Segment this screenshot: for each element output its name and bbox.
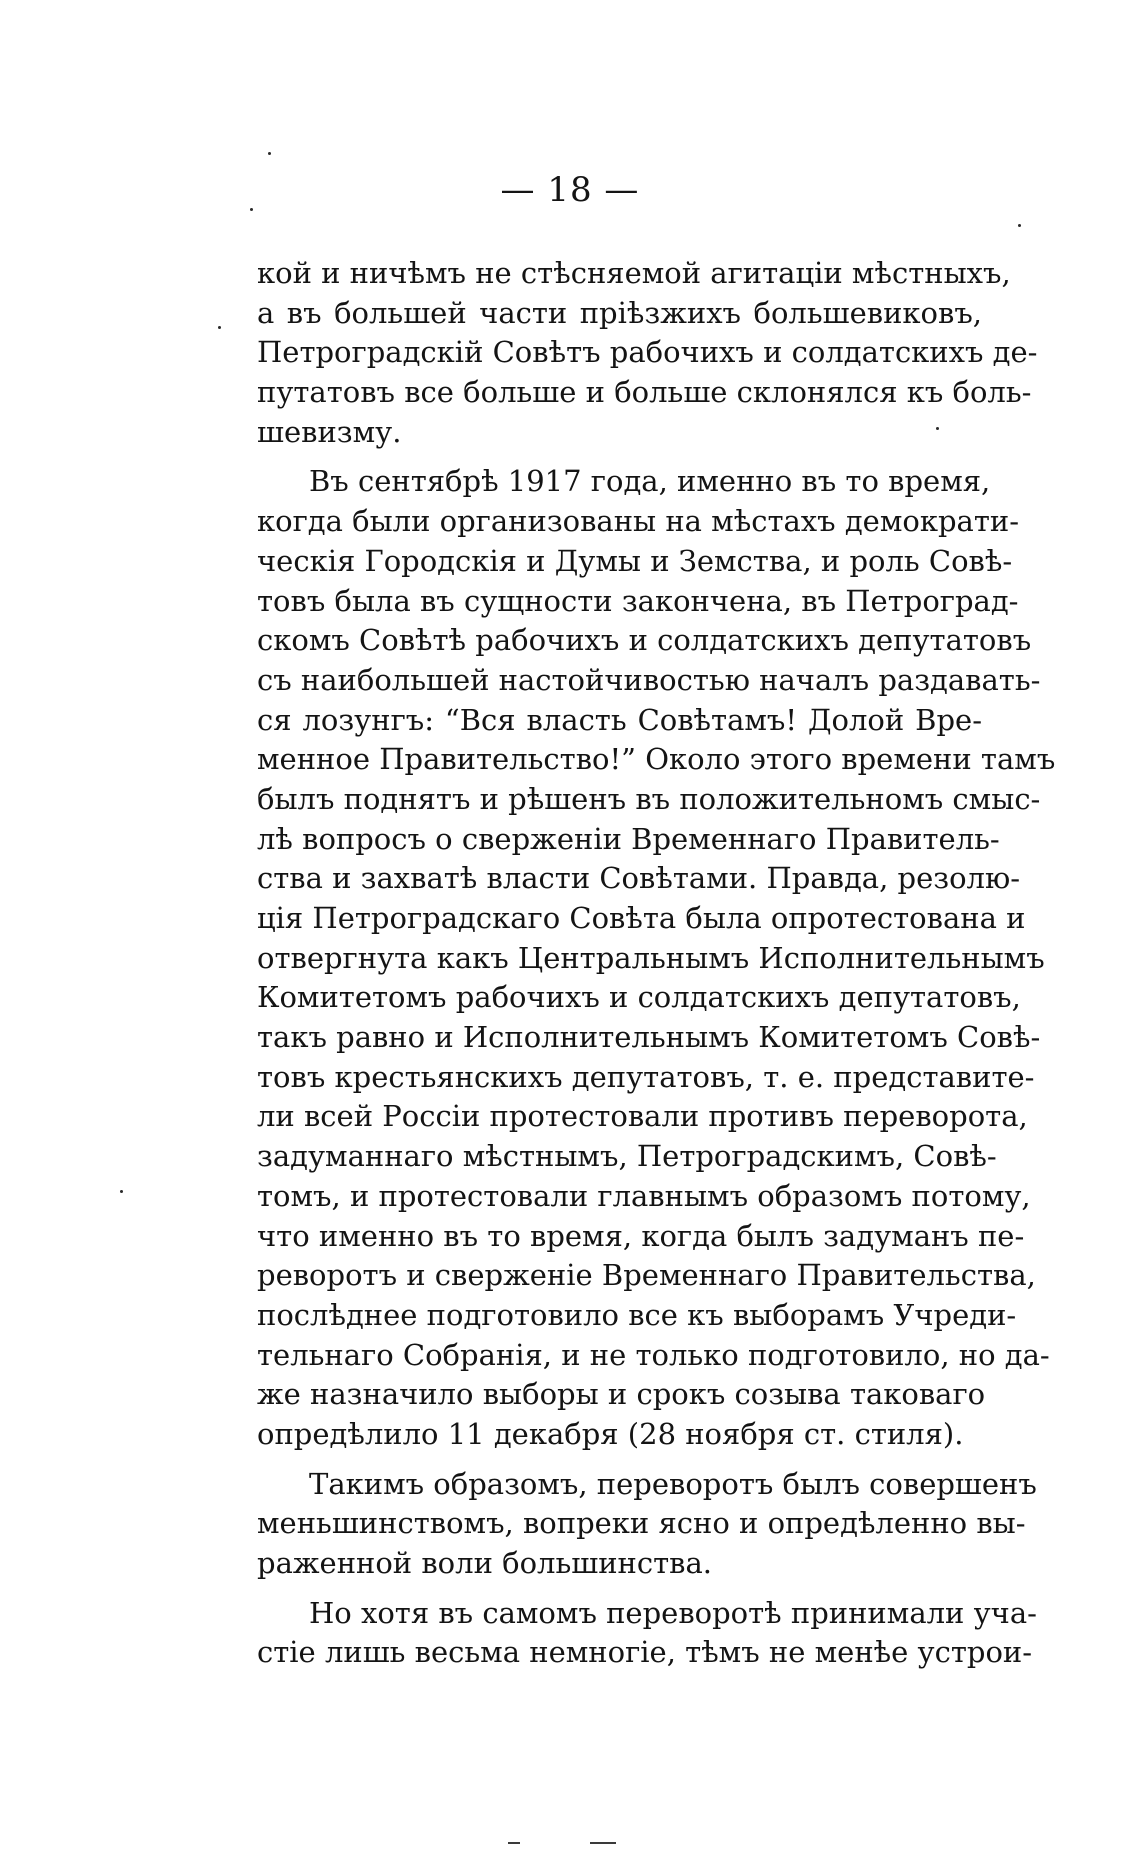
text-line: тельнаго Собранія, и не только подготовило, но да- (257, 1337, 1050, 1372)
scan-speck (268, 152, 271, 155)
paragraph-gap (257, 1584, 982, 1594)
text-line: стіе лишь весьма немногіе, тѣмъ не менѣе устрои- (257, 1635, 1033, 1670)
text-line: ся лозунгъ: “Вся власть Совѣтамъ! Долой Вре- (257, 702, 982, 737)
paragraph (257, 1465, 1037, 1584)
scan-speck (1018, 224, 1021, 227)
body-text (257, 254, 1056, 1673)
text-line: былъ поднятъ и рѣшенъ въ положительномъ смыс- (257, 781, 1041, 816)
paragraph-gap (257, 1455, 982, 1465)
text-line: менное Правительство!” Около этого времени тамъ (257, 742, 1056, 777)
text-line: Комитетомъ рабочихъ и солдатскихъ депутатовъ, (257, 980, 1021, 1015)
text-line: ли всей Россіи протестовали противъ переворота, (257, 1099, 1028, 1134)
paragraph (257, 462, 1056, 1454)
text-line: ства и захватѣ власти Совѣтами. Правда, резолю- (257, 861, 1021, 896)
text-line: ческія Городскія и Думы и Земства, и роль Совѣ- (257, 543, 1013, 578)
text-line: шевизму. (257, 414, 402, 449)
text-line: же назначило выборы и срокъ созыва таковаго (257, 1377, 986, 1412)
text-line: томъ, и протестовали главнымъ образомъ потому, (257, 1178, 1031, 1213)
text-line: Но хотя въ самомъ переворотѣ принимали уча- (309, 1595, 1037, 1630)
text-line: ція Петроградскаго Совѣта была опротестована и (257, 901, 1026, 935)
text-line: такъ равно и Исполнительнымъ Комитетомъ Совѣ- (257, 1020, 1041, 1055)
text-line: раженной воли большинства. (257, 1546, 712, 1580)
text-line: товъ крестьянскихъ депутатовъ, т. е. представите- (257, 1059, 1035, 1094)
scan-speck (250, 208, 253, 211)
text-line: реворотъ и сверженіе Временнаго Правительства, (257, 1258, 1036, 1293)
text-line: съ наибольшей настойчивостью началъ раздавать- (257, 662, 1041, 697)
text-line: отвергнута какъ Центральнымъ Исполнительнымъ (257, 940, 1045, 975)
page-number: — 18 — (500, 170, 640, 210)
text-line: опредѣлило 11 декабря (28 ноября ст. стиля). (257, 1416, 964, 1451)
scan-mark (508, 1842, 520, 1844)
text-line: когда были организованы на мѣстахъ демократи- (257, 504, 1020, 539)
text-line: лѣ вопросъ о сверженіи Временнаго Правитель- (257, 821, 1000, 856)
text-line: скомъ Совѣтѣ рабочихъ и солдатскихъ депутатовъ (257, 623, 1032, 658)
paragraph (257, 254, 1038, 452)
text-line: Въ сентябрѣ 1917 года, именно въ то время, (309, 464, 991, 499)
paragraph-gap (257, 452, 982, 462)
text-line: послѣднее подготовило все къ выборамъ Учреди- (257, 1297, 1017, 1332)
text-line: кой и ничѣмъ не стѣсняемой агитаціи мѣстныхъ, (257, 256, 1011, 290)
text-line: Такимъ образомъ, переворотъ былъ совершенъ (309, 1466, 1037, 1501)
scan-speck (218, 326, 221, 329)
scan-speck (120, 1190, 123, 1193)
text-line: задуманнаго мѣстнымъ, Петроградскимъ, Совѣ- (257, 1139, 997, 1174)
text-line: меньшинствомъ, вопреки ясно и опредѣленно вы- (257, 1506, 1026, 1541)
scan-mark (590, 1842, 616, 1844)
paragraph (257, 1594, 1037, 1673)
text-line: что именно въ то время, когда былъ задуманъ пе- (257, 1218, 1025, 1253)
text-line: товъ была въ сущности закончена, въ Петроград- (257, 583, 1019, 618)
text-line: путатовъ все больше и больше склонялся къ боль- (257, 375, 1032, 410)
scan-speck (936, 427, 939, 430)
text-line: Петроградскій Совѣтъ рабочихъ и солдатскихъ де- (257, 335, 1038, 370)
text-line: а въ большей части пріѣзжихъ большевиковъ, (257, 295, 982, 330)
